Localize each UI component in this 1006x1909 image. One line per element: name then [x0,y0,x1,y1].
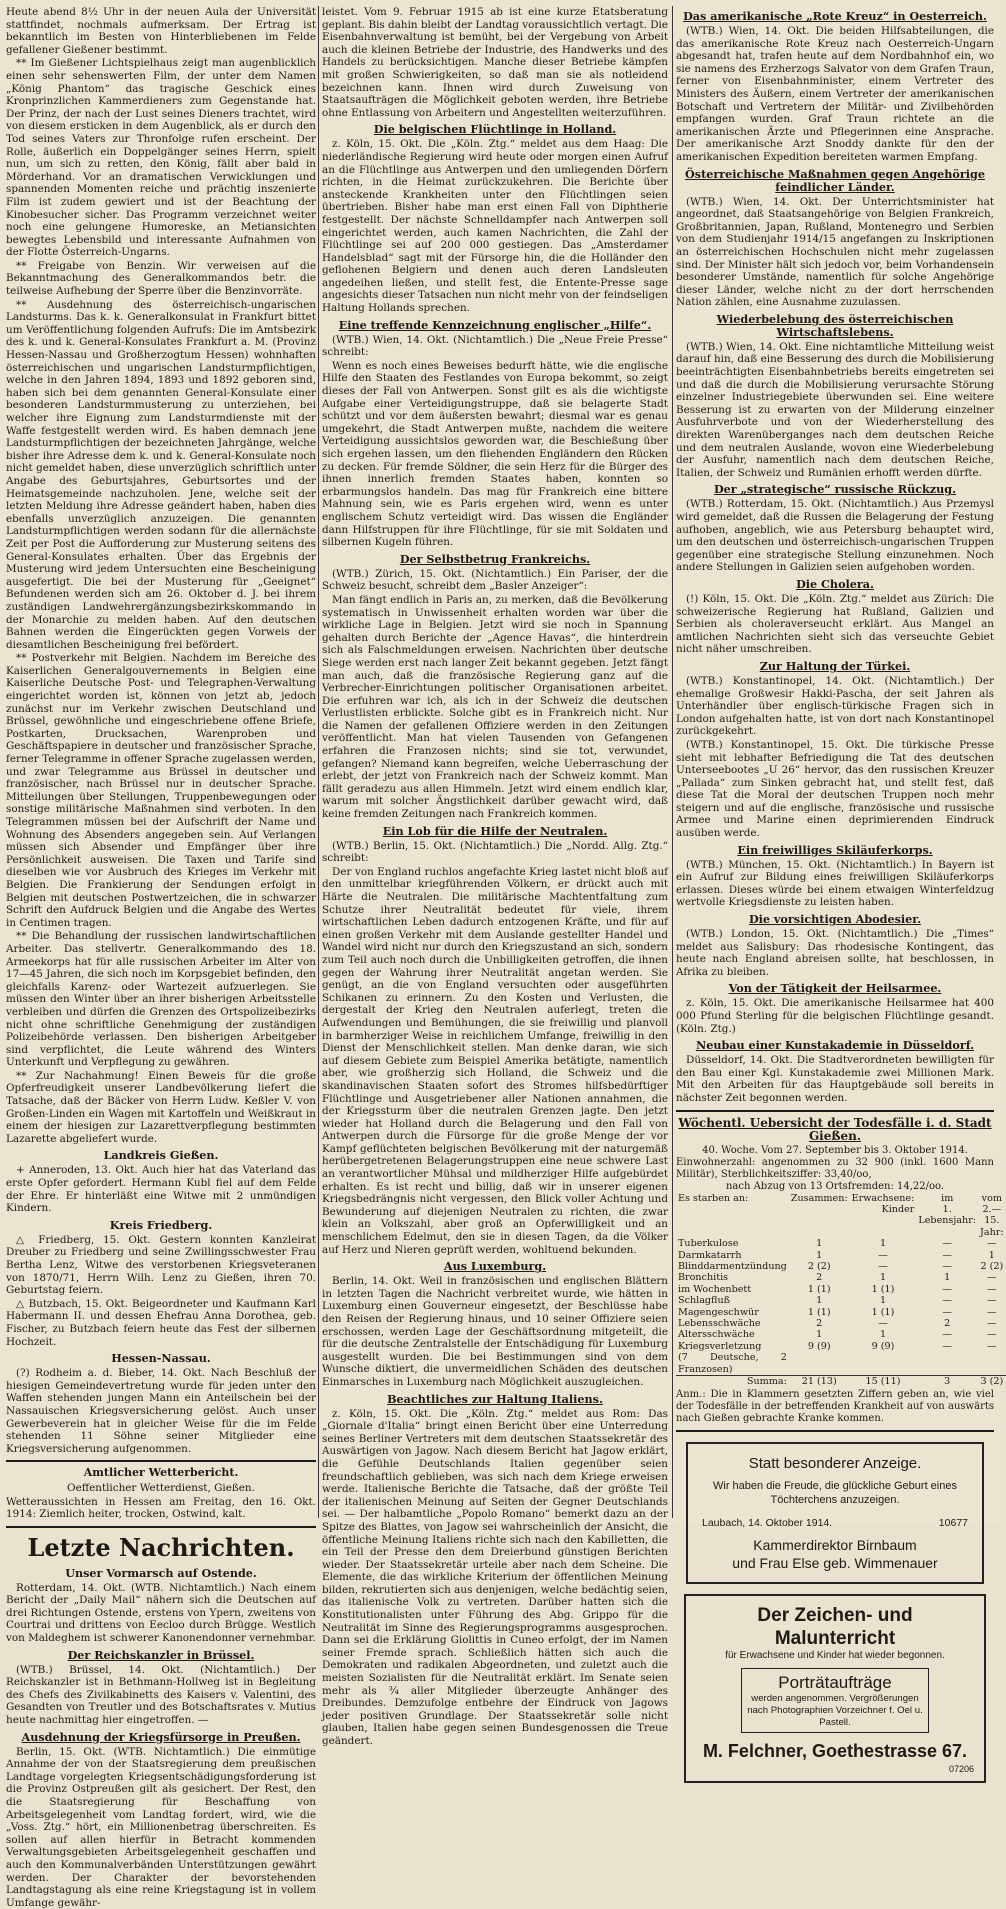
article-paragraph: ** Im Gießener Lichtspielhaus zeigt man augenblicklich einen sehr sehenswerten Film, der unter dem Namen „König Phantom“ das tragische Geschick eines Kronprinzlichen Kammerdieners zum Gegenstande hat. Der Prinz, der nach der Lust seines Dieners trachtet, wird von diesem ersticken in dem Augenblick, als er durch den Tod seines Vaters zur Thronfolge rufen erscheint. Der Rolle, äußerlich ein Doppelgänger seines Herrn, spielt nun, um sich zu retten, den König, fällt aber bald in Mörderhand. Vor an dramatischen Verwicklungen und spannenden Momenten reiche und prächtig inszenierte Film ist zudem gewiert und ist der Beachtung der Kinobesucher sicher. Das Programm verzeichnet weiter noch eine gelungene Humoreske, an Metiansichten bewegtes Lebensbild und interessante Aufnahmen von der Flotte Österreich-Ungarns. [6,57,316,259]
article-paragraph: Heute abend 8½ Uhr in der neuen Aula der Universität stattfindet, nochmals aufmerksam. Der Ertrag ist bekanntlich im Besten von Hinterbliebenen im Felde gefallener Gießener bestimmt. [6,6,316,56]
stats-children: — [987,1238,997,1250]
column-right [676,6,1004,1774]
article-paragraph: + Anneroden, 13. Okt. Auch hier hat das Vaterland das erste Opfer gefordert. Hermann Kubl fiel auf dem Felde der Ehre. Er hinterläßt eine Witwe mit 2 unmündigen Kindern. [6,1164,316,1215]
stats-adults: 1 [879,1238,887,1250]
stats-row [676,1352,1006,1375]
article-paragraph: (WTB.) Konstantinopel, 15. Okt. Die türkische Presse sieht mit lebhafter Befriedigung die Tat des deutschen Unterseebootes „U 26“ hervor, das den russischen Kreuzer „Pallada“ zum Sinken gebracht hat, und stellt fest, daß diese Tat die Moral der deutschen Truppen noch mehr steigern und auf die englische, französische und russische Armee und Marine einen deprimierenden Eindruck ausüben werde. [676,738,994,840]
stats-total: 9 (9) [807,1340,831,1352]
ad-number: 10677 [938,1517,968,1530]
section-divider [6,1460,316,1462]
stats-row [676,1307,1006,1318]
section-heading: Ausdehnung der Kriegsfürsorge in Preußen. [21,1729,301,1744]
stats-sum-infants: 3 [944,1376,951,1388]
article-paragraph: (WTB.) Rotterdam, 15. Okt. (Nichtamtlich.) Aus Przemysl wird gemeldet, daß die Russen die Belagerung der Festung aufhoben, angeblich, wie aus Petersburg behauptet wird, um den deutschen und österreichisch-ungarischen Truppen gegenüber eine strategische Stellung einzunehmen. Noch andere Stellungen in Galizien seien aufgehoben worden. [676,498,994,574]
article-paragraph: ** Postverkehr mit Belgien. Nachdem im Bereiche des Kaiserlichen Generalgouvernements in Belgien eine Kaiserliche Deutsche Post- und Telegraphen-Verwaltung eingerichtet worden ist, können von jetzt ab, jedoch zunächst nur im Verkehr zwischen Deutschland und Brüssel, gewöhnliche und eingeschriebene offene Briefe, Postkarten, Drucksachen, Warenproben und Geschäftspapiere in deutscher und französischer Sprache, ferner Telegramme in offener Sprache zugelassen werden, und zwar Telegramme aus Brüssel in deutscher und französischer, nach Brüssel nur in deutscher Sprache. Mitteilungen über Stellungen, Truppenbewegungen oder sonstige militärische Maßnahmen sind verboten. In den Telegrammen müssen bei der Aufschrift der Name und Wohnung des Absenders angegeben sein. Auf Verlangen müssen sich Absender und Empfänger über ihre Persönlichkeit ausweisen. Die Taxen und Tarife sind dieselben wie vor Ausbruch des Krieges im Verkehr mit Belgien. Die Frankierung der Sendungen erfolgt in Belgien mit deutschen Postwertzeichen, die in schwarzer Schrift den Aufdruck Belgien und die Angabe des Wertes in Centimen tragen. [6,652,316,929]
article-paragraph: Düsseldorf, 14. Okt. Die Stadtverordneten bewilligten für den Bau einer Kgl. Kunstakademie zwei Millionen Mark. Mit den Arbeiten für das Hauptgebäude soll bereits in nächster Zeit begonnen werden. [676,1054,994,1104]
ad-number: 07206 [948,1763,974,1774]
stats-cause: Kriegsverletzung [678,1340,762,1352]
section-divider [6,1526,316,1528]
section-heading: Landkreis Gießen. [103,1148,219,1163]
section-divider [676,1430,994,1432]
article-paragraph: △ Friedberg, 15. Okt. Gestern konnten Kanzleirat Dreuber zu Friedberg und seine Zwillingsschwester Frau Bertha Lenz, Witwe des verstorbenen Kriegsveteranen von 1870/71, Herrn Wilh. Lenz zu Gießen, ihren 70. Geburtstag feiern. [6,1233,316,1297]
section-heading: Ein Lob für die Hilfe der Neutralen. [382,823,608,838]
stats-row [676,1329,1006,1340]
stats-total: 1 [816,1238,823,1250]
article-paragraph: (?) Rodheim a. d. Bieber, 14. Okt. Nach Beschluß der hiesigen Gemeindevertretung wurde für jeden unter den Waffen stehenden jungen Mann ein Anteilschein bei der Nassauischen Kriegsversicherung gelöst. Auch unser Gewerbeverein hat in gleicher Weise für die im Felde stehenden 11 Söhne seiner Mitglieder eine Kriegsversicherung aufgenommen. [6,1367,316,1455]
stats-infants: — [942,1238,952,1250]
section-heading: Der Selbstbetrug Frankreichs. [399,551,591,566]
stats-row [676,1284,1006,1295]
article-paragraph: (WTB.) Zürich, 15. Okt. (Nichtamtlich.) Ein Pariser, der die Schweiz besucht, schreibt dem „Basler Anzeiger“: [322,567,668,593]
portrait-title: Porträtaufträge [778,1672,892,1692]
stats-infants [916,1352,978,1375]
stats-sum-row [676,1376,1006,1388]
weather-report [6,1467,316,1520]
section-heading: Die belgischen Flüchtlinge in Holland. [373,122,617,137]
stats-row [676,1341,1006,1352]
article-paragraph: z. Köln, 15. Okt. Die „Köln. Ztg.“ meldet aus Rom: Das „Giornale d'Italia“ bringt einen Bericht über eine Unterredung seines Berliner Vertreters mit dem deutschen Staatssekretär des Auswärtigen von Jagow. Nach diesem Bericht hat Jagow erklärt, die Gefühle Deutschlands Italien gegenüber seien freundschaftlich geblieben, was sich nach dem Kriege erweisen werde. Italienische Berichte die Tatsache, daß der größte Teil der italienischen Meinung auf Seiten der Gegner Deutschlands sei. — Der halbamtliche „Popolo Romano“ bemerkt dazu an der Spitze des Blattes, von Jagow sei wahrscheinlich der Ansicht, die öffentliche Meinung Italiens richte sich nach den Kabilletten, die ein Teil der Presse den dem Dreierbund günstigen Berichten wieder. Der Staatssekretär urteile aber nach dem Scheine. Die Elemente, die das wirkliche Kriterium der öffentlichen Meinung bilden, rekrutierten sich aus denjenigen, welche bedächtig seien, das italienische Volk zu vertreten. Darüber hatten sich die Konstitutionalisten unter Führung des Abg. Grippo für die Neutralität im Sinne des Regierungsprogramms ausgesprochen. Dann sei die Erklärung Giolittis in Cuneo erfolgt, der im Namen seiner Fremde sprach. Schließlich hätten sich auch die Demokraten und radikalen Abgeordneten, und zuletzt auch die meisten Sozialisten für die Neutralität erklärt. Im Senate seien mehr als ¾ aller Mitglieder überzeugte Anhänger des Dreibundes. Demzufolge entbehre der Eindruck von Jagows jeder positiven Grundlage. Der Staatssekretär solle nicht glauben, Italien habe gegen seinen Bundesgenossen die Treue geändert. [322,1407,668,1747]
column-rule [318,6,319,1518]
section-heading: Ein freiwilliges Skiläuferkorps. [737,842,933,857]
article-paragraph: ** Ausdehnung des österreichisch-ungarischen Landsturms. Das k. k. Generalkonsulat in Frankfurt bittet um Veröffentlichung folgenden Aufrufs: Die im Amtsbezirk des k. und k. General-Konsulates Frankfurt a. M. (Provinz Hessen-Nassau und Großherzogtum Hessen) wohnhaften österreichischen und ungarischen Landsturmpflichtigen, welche in den Jahren 1894, 1893 und 1892 geboren sind, haben sich bei dem genannten General-Konsulate einer besonderen Landsturmmusterung zu unterziehen, bei welcher ihre Eignung zum Landsturmdienste mit der Waffe festgestellt werden wird. Es haben demnach jene Landsturmpflichtigen der bezeichneten Jahrgänge, welche bisher ihre Adresse dem k. und k. General-Konsulate noch nicht gemeldet haben, diese unverzüglich schriftlich unter Angabe des Geburtsjahres, Geburtsortes und der Heimatsgemeinde nachzuholen. Jene, welche seit der letzten Meldung ihre Adresse geändert haben, haben dies ebenfalls unverzüglich anzuzeigen. Die genannten Landsturmpflichtigen werden sodann für die allernächste Zeit per Post die Aufforderung zur Musterung seitens des General-Konsulates erhalten. Über das Ergebnis der Musterung wird jedem Untersuchten eine Bescheinigung ausgefertigt. Die bei der Musterung für „Geeignet“ Befundenen werden sich am 26. Oktober d. J. bei ihrem zuständigen Landwehrergänzungsbezirkskommando in der Monarchie zu melden haben. Auf den deutschen Bahnen werden die Eingerückten gegen Vorweis der diesamtlichen Bescheinigung frei befördert. [6,298,316,651]
stats-body [676,1238,1006,1375]
section-heading: Zur Haltung der Türkei. [759,658,911,673]
stats-infants: — [942,1329,952,1341]
stats-cause: Darmkatarrh [678,1249,742,1261]
stats-header-children [978,1193,1006,1204]
column-middle [322,6,669,1747]
stats-cause: Tuberkulose [678,1238,739,1250]
death-statistics [676,1115,1004,1426]
article-paragraph: (WTB.) Brüssel, 14. Okt. (Nichtamtlich.) Der Reichskanzler ist in Bethmann-Hollweg ist in Begleitung des Chefs des Zivilkabinetts des Kaisers v. Valentini, des Gesandten von Treutler und des Botschaftsrates v. Mutius heute nachmittag hier eingetroffen. — [6,1663,316,1727]
section-heading: Die vorsichtigen Abodesier. [748,912,922,927]
ad-title: Der Zeichen- und Malunterricht [757,1604,913,1649]
birth-announcement-ad [686,1442,984,1583]
column-rule [672,6,673,1518]
weather-title: Amtlicher Wetterbericht. [83,1466,239,1480]
stats-header-im: im [941,1192,954,1204]
stats-infants: 1 [944,1272,951,1284]
article-paragraph: (WTB.) Wien, 14. Okt. Die beiden Hilfsabteilungen, die das amerikanische Rote Kreuz nach Oesterreich-Ungarn abgesandt hat, trafen heute auf dem Nordbahnhof ein, wo sie namens des Erzherzogs Salvator von dem Grafen Traun, ferner von Eisenbahnminister, einem Vertreter des Ministers des Äußern, einem Vertreter der amerikanischen Botschaft und Vertretern der Militär- und Zivilbehörden empfangen wurden. Graf Traun richtete an die amerikanischen Ärzte und Pflegerinnen eine Ansprache. Der amerikanische Arzt Snoddy dankte für den der amerikanischen Expedition bereiteten warmen Empfang. [676,25,994,163]
stats-children [978,1352,1006,1375]
ad-place-date: Laubach, 14. Oktober 1914. [702,1517,833,1530]
article-paragraph: △ Butzbach, 15. Okt. Beigeordneter und Kaufmann Karl Habermann II. und dessen Ehefrau Anna Dorothea, geb. Fischer, zu Butzbach feiern heute das Fest der silbernen Hochzeit. [6,1297,316,1348]
stats-adults: 1 [879,1295,887,1307]
article-paragraph: z. Köln, 15. Okt. Die amerikanische Heilsarmee hat 400 000 Pfund Sterling für die belgischen Flüchtlinge gesandt. (Köln. Ztg.) [676,997,994,1035]
article-paragraph: (!) Köln, 15. Okt. Die „Köln. Ztg.“ meldet aus Zürich: Die schweizerische Regierung hat Rußland, Galizien und Serbien als choleraverseucht erklärt. Aus Mangel an amtlichen Nachrichten sieht sich das verseuchte Gebiet nicht näher umschreiben. [676,592,994,656]
ad-body: Wir haben die Freude, die glückliche Geburt eines Töchterchens anzuzeigen. [713,1480,957,1507]
stats-adults: 1 [879,1329,887,1341]
stats-note: Anm.: Die in Klammern gesetzten Ziffern geben an, wie viel der Todesfälle in der betreffenden Krankheit auf von auswärts nach Gießen gebrachte Kranke kommen. [676,1389,994,1425]
stats-total: 2 [816,1272,823,1284]
stats-week: 40. Woche. Vom 27. September bis 3. Oktober 1914. [702,1144,968,1156]
stats-sum-adults: 15 (11) [865,1376,901,1388]
article-paragraph: (WTB.) London, 15. Okt. (Nichtamtlich.) Die „Times“ meldet aus Salisbury: Das rhodesische Kontingent, das heute nach England abreisen sollte, hat beschlossen, in Afrika zu bleiben. [676,928,994,978]
ad-footer-row [702,1517,968,1530]
stats-header-row [676,1204,1006,1238]
stats-sum-total: 21 (13) [801,1376,837,1388]
stats-infants: — [942,1295,952,1307]
section-heading: Kreis Friedberg. [109,1217,213,1232]
stats-sum-children: 3 (2) [980,1376,1004,1388]
stats-children: — [987,1318,997,1330]
latest-news-heading: Letzte Nachrichten. [27,1532,295,1562]
stats-adults: 1 [879,1272,887,1284]
section-heading: Beachtliches zur Haltung Italiens. [387,1391,603,1406]
ad-name-line: Kammerdirektor Birnbaum [753,1536,917,1553]
stats-sum-label: Summa: [746,1376,787,1388]
ad-name: M. Felchner, Goethestrasse 67. [702,1740,968,1761]
drawing-lessons-ad [684,1594,986,1784]
ad-title: Statt besonderer Anzeige. [748,1455,922,1473]
article-paragraph: ** Die Behandlung der russischen landwirtschaftlichen Arbeiter. Das stellvertr. Generalkommando des 18. Armeekorps hat für alle russischen Arbeiter im Alter von 17—45 Jahren, die sich noch im Korpsgebiet befinden, den gleichfalls Karenz- oder Wartezeit aufzuerlegen. Sie müssen den Winter über an ihrer bisherigen Arbeitsstelle verbleiben und dürfen die Grenzen des Ortspolizeibezirks nicht ohne schriftliche Genehmigung der zuständigen Polizeibehörde verlassen. Den bisherigen Arbeitgeber sind verpflichtet, die Leute während des Winters Unterkunft und Verpflegung zu gewähren. [6,930,316,1069]
article-paragraph: ** Zur Nachahmung! Einen Beweis für die große Opferfreudigkeit unserer Landbevölkerung liefert die Tatsache, daß der Bäcker von Herrn Ludw. Keßler V. von Großen-Linden ein Wagen mit Kartoffeln und Weißkraut in einem der hiesigen zur Lazarettverpflegung bestimmten Lazarette abgeliefert wurde. [6,1069,316,1145]
article-paragraph: Berlin, 15. Okt. (WTB. Nichtamtlich.) Die einmütige Annahme der von der Staatsregierung dem preußischen Landtage vorgelegten Kriegsentschädigungsforderung ist die Provinz Ostpreußen gilt als gesichert. Der Rest, den die Staatsregierung für Beschaffung von Arbeitsgelegenheit vom Landtag fordert, wird, wie die „Voss. Ztg.“ hört, ein Millionenbetrag überschreiten. Es sollen auf allen hierfür in Betracht kommenden Verwaltungsgebieten Arbeitsgelegenheit geschaffen und auch den Kommunalverbänden Unterstützungen gewährt werden. Der Charakter der bevorstehenden Landtagstagung als eine reine Kriegstagung ist in vollem Umfange gewähr- [6,1745,316,1909]
stats-infants: — [942,1283,952,1295]
weather-text: Wetteraussichten in Hessen am Freitag, den 16. Okt. 1914: Ziemlich heiter, trocken, Ostwind, kalt. [6,1495,316,1521]
article-paragraph: Der von England ruchlos angefachte Krieg lastet nicht bloß auf den unmittelbar kriegführenden Völkern, er drückt auch mit Härte die Neutralen. Die militärische Machtentfaltung zum Schutze ihrer Neutralität bedeutet für viele, ihrem wirtschaftlichen Leben dadurch entzogenen Kräfte, und für auf einen großen Verkehr mit dem Auslande gestellter Handel und Wandel wird nicht nur durch den Kriegszustand an sich, sondern zum Teil auch noch durch die Unbilligkeiten getroffen, die ihnen gegen der Wahrung ihrer Neutralität angetan werden. Sie genügt, an die von England versuchten oder ausgeführten Schikanen zu erinnern. Zu den Kosten und Verlusten, die dergestalt der Krieg den Neutralen auferlegt, treten die Aufwendungen und Bemühungen, die sie freiwillig und planvoll in barmherziger Weise in reichlichem Umfange, freiwillig in den Dienst der Menschlichkeit stellen. Man denke daran, wie sich auf diesem Gebiete zum Beispiel Amerika betätigte, namentlich aber, wie großherzig sich Holland, die Schweiz und die skandinavischen Staaten sofort des Stromes hilfsbedürftiger Flüchtlinge und Ausgetriebener aller Nationen annahmen, die der Kriegssturm über die neutralen Grenzen jagte. Den jetzt wieder hat Holland durch die Belagerung und den Fall von Antwerpen durch die Fürsorge für die große Menge der vor Kampf geflüchteten belgischen Bevölkerung mit der naturgemäß herübergetretenen Belagerungstruppen eine neue schwere Last an verantwortlicher Mühsal und mildherziger Hilfe aufgebürdet erhalten. Es ist recht und billig, daß wir in unserer eigenen Kriegsbedrängnis nicht vergessen, den Blick voller Achtung und Bewunderung auf diejenigen Neutralen zu richten, die zwar klein an Volkszahl, aber groß an Opferwilligkeit und an menschlichem Edelmut, den sie in diesen Tagen, da die Völker auf Herz und Nieren geprüft werden, wohltuend bekunden. [322,865,668,1256]
stats-adults: — [878,1261,888,1272]
article-paragraph: leistet. Vom 9. Februar 1915 ab ist eine kurze Etatsberatung geplant. Bis dahin bleibt der Landtag voraussichtlich vertagt. Die Eisenbahnverwaltung ist bemüht, bei der Vergebung von Arbeit auch die kleinen Betriebe der Industrie, des Handwerks und des Handels zu berücksichtigen. Manche dieser Betriebe kämpfen mit großen Schwierigkeiten, so daß man sie als notleidend bezeichnen kann. Ihnen wird durch Zuweisung von Staatsaufträgen die Möglichkeit geboten werden, ihre Betriebe ohne Entlassung von Arbeitern und Angestellten weiterzuführen. [322,6,669,119]
stats-header-adults: Erwachsene: [851,1192,915,1204]
stats-header-row [676,1193,1006,1204]
section-heading: Das amerikanische „Rote Kreuz“ in Oesterreich. [683,9,987,23]
stats-cause: Magengeschwür [678,1306,759,1318]
stats-infants: — [942,1306,952,1318]
section-heading: Hessen-Nassau. [111,1351,211,1366]
stats-adults: 9 (9) [871,1340,895,1352]
stats-total: 1 (1) [807,1306,831,1318]
stats-infants: 2 [944,1318,951,1330]
ad-name-line: und Frau Else geb. Wimmenauer [732,1554,938,1571]
stats-total: 2 [816,1318,823,1330]
article-paragraph: (WTB.) München, 15. Okt. (Nichtamtlich.) In Bayern ist ein Aufruf zur Bildung eines freiwilligen Skiläuferkorps erlassen. Dieses würde bei einem etwaigen Winterfeldzug wertvolle Kriegsdienste zu leisten haben. [676,858,994,909]
section-heading: Aus Luxemburg. [443,1259,547,1274]
stats-cause: im Wochenbett [678,1283,752,1295]
article-paragraph: Rotterdam, 14. Okt. (WTB. Nichtamtlich.) Nach einem Bericht der „Daily Mail“ nähern sich die Deutschen auf drei Richtungen Ostende, erstens von Ypern, zweitens von Courtrai und drittens von Eecloo durch Brügge. Westlich von Maldeghem ist schwerer Kanonendonner vernehmbar. [6,1581,316,1645]
stats-header-kinder: Kinder [881,1203,915,1215]
section-heading: Unser Vormarsch auf Ostende. [65,1565,257,1580]
article-paragraph: (WTB.) Wien, 14. Okt. Eine nichtamtliche Mitteilung weist darauf hin, daß eine Besserung des durch die Mobilisierung beeinträchtigten Eisenbahnbetriebs bereits eingetreten sei und daß die durch die Mobilisierung verursachte Störung einzelner Industriegebiete überwunden sei. Eine weitere Besserung ist zu erwarten von der Milderung einzelner Ausfuhrverbote und von der Wiederherstellung des direkten Warenüberganges nach dem deutschen Reiche und dem neutralen Auslande, wovon eine Wiederbelebung der Ausfuhr, namentlich nach dem deutschen Reiche, Italien, der Schweiz und Rumänien erhofft werden dürfte. [676,340,994,479]
stats-header-age-range: 2.—15. Jahr: [980,1203,1004,1238]
article-paragraph: (WTB.) Wien, 14. Okt. (Nichtamtlich.) Die „Neue Freie Presse“ schreibt: [322,333,668,359]
section-heading: Von der Tätigkeit der Heilsarmee. [728,981,942,996]
stats-children: — [987,1329,997,1341]
section-heading: Die Cholera. [796,576,874,591]
stats-cause: Blinddarmentzündung [678,1261,787,1272]
stats-row [676,1318,1006,1329]
section-heading: Der „strategische“ russische Rückzug. [713,482,957,497]
stats-row [676,1250,1006,1261]
stats-children: — [987,1306,997,1318]
stats-adults: 1 (1) [871,1283,895,1295]
stats-header-first-year: 1. Lebensjahr: [918,1203,977,1227]
section-heading: Wiederbelebung des österreichischen Wirtschaftslebens. [716,311,954,339]
ad-subtitle: für Erwachsene und Kinder hat wieder begonnen. [725,1649,945,1661]
stats-children: 2 (2) [980,1261,1004,1272]
stats-header-total: Zusammen: [790,1192,848,1204]
article-paragraph: (WTB.) Berlin, 15. Okt. (Nichtamtlich.) Die „Nordd. Allg. Ztg.“ schreibt: [322,839,668,865]
stats-total [789,1352,850,1375]
stats-row [676,1272,1006,1283]
stats-infants: — [942,1340,952,1352]
stats-cause: Schlagfluß [678,1295,731,1307]
stats-header-vom: vom [981,1192,1002,1204]
stats-header-cause: Es starben an: [678,1192,749,1204]
stats-cause: Bronchitis [678,1272,729,1284]
stats-children: — [987,1340,997,1352]
article-paragraph: Wenn es noch eines Beweises bedurft hätte, wie die englische Hilfe den Staaten des Festlandes von Europa bekommt, so zeigt dieses der Fall von Antwerpen. Sonst gilt es als die wichtigste Aufgabe einer Verteidigungstruppe, daß sie belagerte Stadt schützt und vor dem äußersten bewahrt; diesmal war es genau umgekehrt, die Stadt Antwerpen mußte, nachdem die weitere Verteidigung aussichtslos geworden war, die Beschießung über sich ergehen lassen, um den fliehenden Engländern den Rücken zu decken. Für fremde Söldner, die sein Herz für die Bürger des ihnen innerlich fremden Staates haben, konnten so erbarmungslos handeln. Das mag für Frankreich eine bittere Mahnung sein, wie es Paris ergehen wird, wenn es unter englischem Schutz verteidigt wird. Das wissen die Engländer dann Hilfstruppen für ihre Flüchtlinge, für sie mit Soldaten und silbernen Kugeln führen. [322,359,668,549]
stats-adults [850,1352,917,1375]
article-paragraph: (WTB.) Konstantinopel, 14. Okt. (Nichtamtlich.) Der ehemalige Großwesir Hakki-Pascha, der seit Jahren als Unterhändler über englisch-türkische Fragen sich in London aufgehalten hatte, ist von dort nach Konstantinopel zurückgekehrt. [676,674,994,738]
stats-children: 1 [988,1249,995,1261]
stats-children: — [987,1295,997,1307]
article-paragraph: Berlin, 14. Okt. Weil in französischen und englischen Blättern in letzten Tagen die Nachricht verbreitet wurde, wie hätten in Luxemburg einen Gouverneur eingesetzt, der Beschlüsse habe den Reisen der Regierung hinaus, und 10 seiner Offiziere seien erschossen, werden Lage der Geschäftsordnung mitgeteilt, die für die deutsche Zentralstelle der Entschädigung für Luxemburg ausgestellt wurden. Die bei Bestimmungen sind von dem Wunsche diktiert, die unvermeidlichen Schäden des deutschen Einmarsches in Luxemburg nach Möglichkeit auszugleichen. [322,1275,668,1388]
stats-cause: (7 Deutsche, 2 Franzosen) [678,1352,787,1375]
section-divider [676,1110,994,1112]
stats-children: — [987,1272,997,1284]
article-paragraph: (WTB.) Wien, 14. Okt. Der Unterrichtsminister hat angeordnet, daß Staatsangehörige von Belgien Frankreich, Großbritannien, Japan, Rußland, Montenegro und Serbien von dem Studienjahr 1914/15 angefangen zu Inskriptionen an österreichischen Hochschulen nicht mehr zugelassen sind. Der Minister hält sich jedoch vor, beim Vorhandensein besonderer Umstände, namentlich für solche Angehörige dieser Länder, welche nicht zu der dort herrschenden Nation zählen, eine Ausnahme zuzulassen. [676,195,994,309]
stats-children: — [987,1283,997,1295]
section-heading: Österreichische Maßnahmen gegen Angehörige feindlicher Länder. [685,166,985,194]
stats-title: Wöchentl. Uebersicht der Todesfälle i. d. Stadt Gießen. [678,1115,992,1143]
stats-total: 1 [816,1295,823,1307]
stats-infants: — [942,1249,952,1261]
stats-infants: — [942,1261,952,1272]
stats-row [676,1238,1006,1249]
stats-adults: — [878,1318,888,1330]
portrait-box [741,1668,929,1733]
stats-row [676,1295,1006,1306]
stats-cause: Altersschwäche [678,1329,755,1341]
stats-total: 1 [816,1329,823,1341]
weather-subtitle: Oeffentlicher Wetterdienst, Gießen. [67,1481,255,1494]
section-heading: Neubau einer Kunstakademie in Düsseldorf. [695,1038,975,1053]
stats-table [676,1193,1006,1388]
stats-total: 1 (1) [807,1283,831,1295]
stats-population: Einwohnerzahl: angenommen zu 32 900 (inkl. 1600 Mann Militär), Sterblichkeitsziffer: 33,40/oo, [676,1156,994,1180]
section-heading: Eine treffende Kennzeichnung englischer „Hilfe“. [338,317,652,332]
stats-total: 2 (2) [807,1261,831,1272]
stats-adults: — [878,1249,888,1261]
stats-rate: nach Abzug von 13 Ortsfremden: 14,22/oo. [725,1180,945,1192]
column-left [6,6,316,1909]
article-paragraph: z. Köln, 15. Okt. Die „Köln. Ztg.“ meldet aus dem Haag: Die niederländische Regierung wird heute oder morgen einen Aufruf an die Flüchtlinge aus Antwerpen und den umliegenden Dörfern richten, in die Heimat zurückzukehren. Die Berichte über ansteckende Krankheiten unter den Flüchtlingen seien übertrieben. Bisher habe man erst einen Fall von Diphtherie festgestellt. Der nächste Schnelldampfer nach Antwerpen soll eingerichtet werden, auch kamen Nachrichten, die Zahl der Flüchtlinge sei auf 200 000 gestiegen. Das „Amsterdamer Handelsblad“ sagt mit der Fürsorge hin, die die Holländer den geflohenen Belgiern und denen auch deren Landsleuten angedeihen ließen, und stellt fest, die Entente-Presse sage angesichts dieser Tatsachen nun nicht mehr von der feindseligen Haltung Hollands sprechen. [322,138,668,315]
portrait-text: werden angenommen. Vergrößerungen nach Photographien Vorzeichner f. Oel u. Pastell. [747,1692,923,1728]
stats-row [676,1261,1006,1272]
stats-header-infants [916,1193,978,1204]
section-heading: Der Reichskanzler in Brüssel. [67,1647,255,1662]
stats-total: 1 [816,1249,823,1261]
article-paragraph: Man fängt endlich in Paris an, zu merken, daß die Bevölkerung systematisch in Unwissenheit erhalten worden war über die wirkliche Lage in Belgien. Jetzt wird sie noch in Spannung gehalten durch Berichte der „Agence Havas“, die hinterdrein sich als Falschmeldungen erweisen. Nachrichten über deutsche Siege werden erst nach langer Zeit bekannt gegeben. Jetzt fängt man auch, daß die französische Regierung ganz auf die Verbrecher-Einrichtungen politischer Organisationen arbeitet. Die erfuhren war ich, als ich in der Schweiz die deutschen Verlustlisten erblickte. Solche gibt es in Frankreich nicht. Nur die Namen der gefallenen Offiziere werden in den Zeitungen veröffentlicht. Man hat vielen Tausenden von Gefangenen erfahren die Franzosen nichts; sind sie tot, verwundet, gefangen? Niemand kann begreifen, welche Ueberraschung der erlebt, der jetzt von Frankreich nach der Schweiz kommt. Man fällt geradezu aus allen Himmeln. Jetzt wird einem endlich klar, warum mit solcher Ängstlichkeit darüber gewacht wird, daß keine fremden Zeitungen nach Frankreich kommen. [322,593,668,821]
stats-cause: Lebensschwäche [678,1318,761,1330]
stats-adults: 1 (1) [871,1306,895,1318]
article-paragraph: ** Freigabe von Benzin. Wir verweisen auf die Bekanntmachung des Generalkommandos betr. die teilweise Aufhebung der Sperre über die Benzinvorräte. [6,259,316,298]
